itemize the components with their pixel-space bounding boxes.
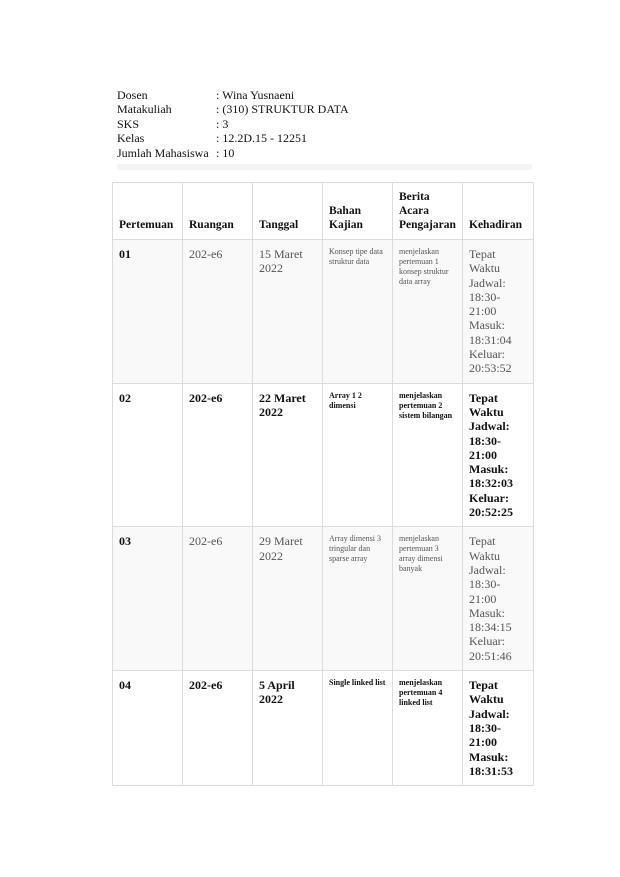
- kehadiran-cell: Tepat Waktu Jadwal: 18:30-21:00 Masuk: 18:31:53: [463, 671, 534, 786]
- ruangan-cell: 202-e6: [183, 527, 253, 671]
- matakuliah-value: : (310) STRUKTUR DATA: [216, 102, 349, 117]
- course-info-block: [117, 88, 532, 170]
- pertemuan-cell: 02: [113, 383, 183, 527]
- table-row: [113, 383, 534, 527]
- tanggal-cell: 29 Maret 2022: [253, 527, 323, 671]
- pertemuan-cell: 01: [113, 240, 183, 384]
- kehadiran-cell: Tepat Waktu Jadwal: 18:30-21:00 Masuk: 18:34:15 Keluar: 20:51:46: [463, 527, 534, 671]
- kehadiran-cell: Tepat Waktu Jadwal: 18:30-21:00 Masuk: 18:32:03 Keluar: 20:52:25: [463, 383, 534, 527]
- info-row-matakuliah: [117, 102, 532, 116]
- table-row: [113, 671, 534, 786]
- tanggal-cell: 22 Maret 2022: [253, 383, 323, 527]
- dosen-value: : Wina Yusnaeni: [216, 88, 295, 102]
- table-row: [113, 527, 534, 671]
- ruangan-cell: 202-e6: [183, 240, 253, 384]
- ruangan-cell: 202-e6: [183, 671, 253, 786]
- tanggal-cell: 15 Maret 2022: [253, 240, 323, 384]
- berita-acara-cell: menjelaskan pertemuan 1 konsep struktur data array: [393, 240, 463, 384]
- table-row: [113, 240, 534, 384]
- info-row-jumlah-mahasiswa: [117, 146, 532, 160]
- pertemuan-cell: 04: [113, 671, 183, 786]
- kelas-value: : 12.2D.15 - 12251: [216, 131, 307, 146]
- bahan-kajian-cell: Array 1 2 dimensi: [323, 383, 393, 527]
- table-header-row: [113, 183, 534, 240]
- ruangan-cell: 202-e6: [183, 383, 253, 527]
- bahan-kajian-cell: Konsep tipe data struktur data: [323, 240, 393, 384]
- dosen-label: Dosen: [117, 88, 148, 102]
- berita-acara-cell: menjelaskan pertemuan 3 array dimensi banyak: [393, 527, 463, 671]
- tanggal-cell: 5 April 2022: [253, 671, 323, 786]
- info-row-sks: [117, 117, 532, 131]
- berita-acara-cell: menjelaskan pertemuan 2 sistem bilangan: [393, 383, 463, 527]
- bahan-kajian-cell: Single linked list: [323, 671, 393, 786]
- header-bahan-kajian: Bahan Kajian: [323, 183, 393, 240]
- header-ruangan: Ruangan: [183, 183, 253, 240]
- info-row-dosen: [117, 88, 532, 102]
- pertemuan-cell: 03: [113, 527, 183, 671]
- attendance-table: [112, 182, 534, 786]
- jumlah-mahasiswa-value: : 10: [216, 145, 235, 160]
- berita-acara-cell: menjelaskan pertemuan 4 linked list: [393, 671, 463, 786]
- info-row-kelas: [117, 131, 532, 145]
- sks-label: SKS: [117, 116, 140, 131]
- sks-value: : 3: [216, 116, 229, 131]
- jumlah-mahasiswa-label: Jumlah Mahasiswa: [117, 145, 209, 160]
- kehadiran-cell: Tepat Waktu Jadwal: 18:30-21:00 Masuk: 18:31:04 Keluar: 20:53:52: [463, 240, 534, 384]
- header-kehadiran: Kehadiran: [463, 183, 534, 240]
- header-pertemuan: Pertemuan: [113, 183, 183, 240]
- matakuliah-label: Matakuliah: [117, 102, 172, 117]
- header-berita-acara: Berita Acara Pengajaran: [393, 183, 463, 240]
- bahan-kajian-cell: Array dimensi 3 tringular dan sparse array: [323, 527, 393, 671]
- kelas-label: Kelas: [117, 131, 145, 146]
- header-tanggal: Tanggal: [253, 183, 323, 240]
